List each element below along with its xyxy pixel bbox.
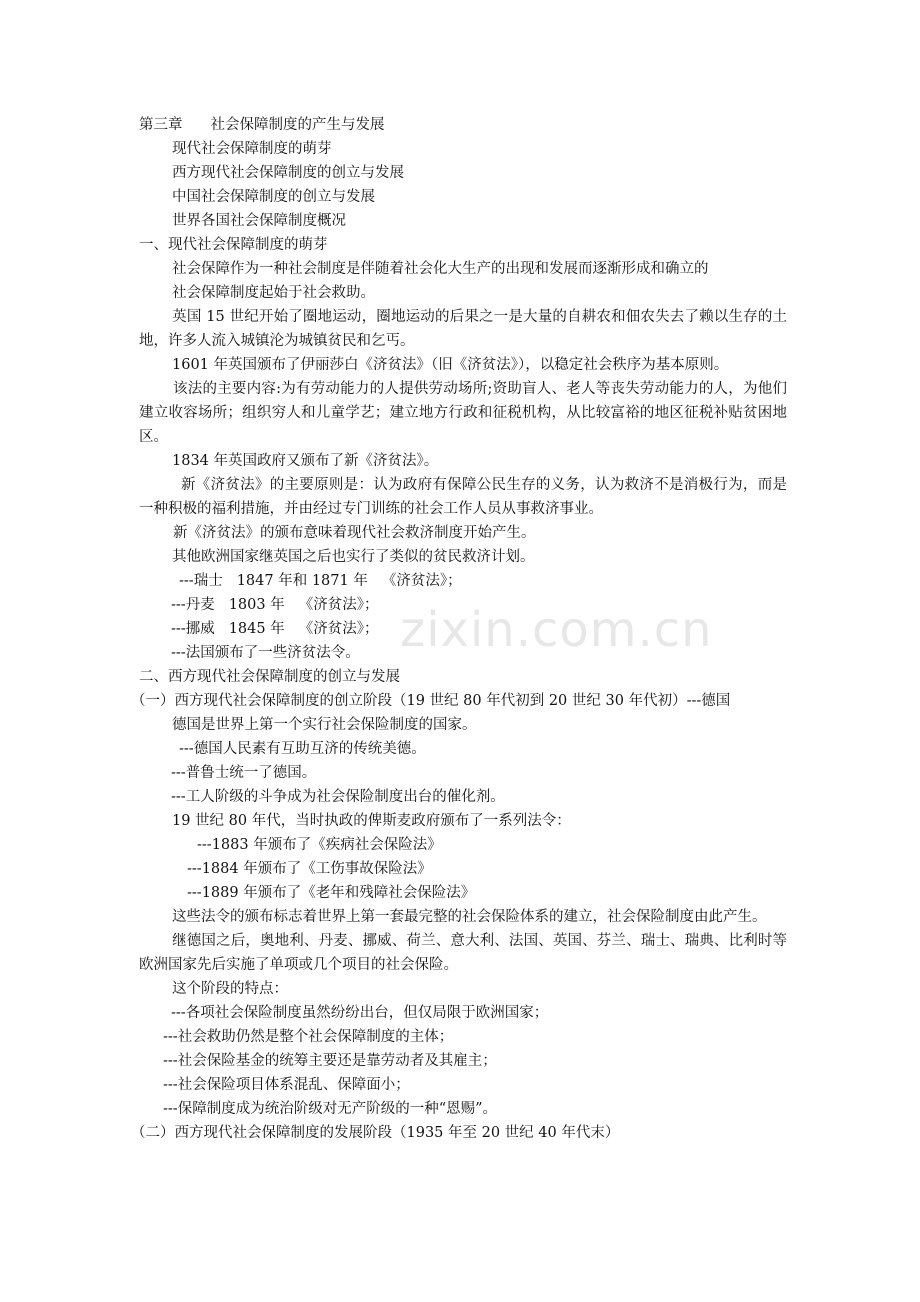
law-name: 《济贫法》；: [298, 597, 379, 613]
paragraph-text: 社会保障制度起始于社会救助。: [172, 285, 375, 301]
outline-text: 世界各国社会保障制度概况: [172, 213, 346, 229]
paragraph-text: 其他欧洲国家继英国之后也实行了类似的贫民救济计划。: [172, 549, 535, 565]
body-paragraph: 该法的主要内容:为有劳动能力的人提供劳动场所;资助盲人、老人等丧失劳动能力的人，为他们建立收容场所；组织穷人和儿童学艺；建立地方行政和征税机构，从比较富裕的地区征税补贴贫困地区。: [139, 381, 787, 445]
chapter-number: 第三章: [139, 117, 183, 133]
law-item: ---1884 年颁布了《工伤事故保险法》: [187, 861, 432, 877]
years: 1847 年和 1871 年: [236, 573, 368, 589]
outline-item: [139, 161, 787, 185]
dash-item: [139, 593, 787, 617]
bullet-paragraph: [139, 545, 787, 569]
paragraph-text: 这个阶段的特点：: [172, 981, 288, 997]
bullet-paragraph: [139, 353, 787, 377]
section-heading: 二、西方现代社会保障制度的创立与发展: [139, 669, 400, 685]
bullet-paragraph: [139, 977, 787, 1001]
outline-text: 西方现代社会保障制度的创立与发展: [172, 165, 404, 181]
bullet-paragraph: [139, 281, 787, 305]
dash-item: [139, 569, 787, 593]
dash-item: [139, 617, 787, 641]
dash-item: ---德国人民素有互助互济的传统美德。: [179, 741, 426, 757]
body-paragraph: 新《济贫法》的颁布意味着现代社会救济制度开始产生。: [173, 525, 536, 541]
country: ---瑞士: [179, 573, 223, 589]
chapter-title: [139, 113, 787, 137]
paragraph-text: 英国 15 世纪开始了圈地运动，圈地运动的后果之一是大量的自耕农和佃农失去了赖以生存的土地，许多人流入城镇沦为城镇贫民和乞丐。: [139, 309, 787, 349]
bullet-paragraph: [139, 257, 787, 281]
paragraph-text: 继德国之后，奥地利、丹麦、挪威、荷兰、意大利、法国、英国、芬兰、瑞士、瑞典、比利时等欧洲国家先后实施了单项或几个项目的社会保险。: [139, 933, 787, 973]
years: 1845 年: [228, 621, 285, 637]
subsection-heading: （二）西方现代社会保障制度的发展阶段（1935 年至 20 世纪 40 年代末）: [131, 1125, 620, 1141]
law-name: 《济贫法》；: [298, 621, 379, 637]
dash-item: ---工人阶级的斗争成为社会保险制度出台的催化剂。: [171, 789, 505, 805]
paragraph-text: 1834 年英国政府又颁布了新《济贫法》。: [172, 453, 439, 469]
bullet-paragraph: [139, 905, 787, 929]
paragraph-text: 社会保障作为一种社会制度是伴随着社会化大生产的出现和发展而逐渐形成和确立的: [172, 261, 709, 277]
country: ---挪威: [171, 621, 215, 637]
law-name: 《济贫法》；: [381, 573, 462, 589]
bullet-paragraph: [139, 809, 787, 833]
bullet-paragraph: [139, 713, 787, 737]
outline-text: 中国社会保障制度的创立与发展: [172, 189, 375, 205]
outline-item: [139, 209, 787, 233]
bullet-paragraph: [139, 449, 787, 473]
dash-item: ---社会救助仍然是整个社会保障制度的主体；: [163, 1029, 454, 1045]
body-paragraph: 新《济贫法》的主要原则是：认为政府有保障公民生存的义务，认为救济不是消极行为，而是一种积极的福利措施，并由经过专门训练的社会工作人员从事救济事业。: [139, 477, 787, 517]
document-body: [131, 113, 787, 1145]
paragraph-text: 这些法令的颁布标志着世界上第一套最完整的社会保险体系的建立，社会保险制度由此产生。: [172, 909, 767, 925]
bullet-paragraph: [139, 305, 787, 353]
chapter-name: 社会保障制度的产生与发展: [210, 117, 385, 133]
outline-text: 现代社会保障制度的萌芽: [172, 141, 332, 157]
law-item: ---1889 年颁布了《老年和残障社会保险法》: [187, 885, 476, 901]
country: ---丹麦: [171, 597, 215, 613]
section-heading: 一、现代社会保障制度的萌芽: [139, 237, 328, 253]
bullet-paragraph: [139, 929, 787, 977]
dash-item: ---普鲁士统一了德国。: [171, 765, 317, 781]
law-item: ---1883 年颁布了《疾病社会保险法》: [197, 837, 442, 853]
outline-item: [139, 137, 787, 161]
outline-item: [139, 185, 787, 209]
dash-item: ---社会保险基金的统筹主要还是靠劳动者及其雇主；: [163, 1053, 497, 1069]
years: 1803 年: [228, 597, 285, 613]
paragraph-text: 德国是世界上第一个实行社会保险制度的国家。: [172, 717, 477, 733]
dash-item: ---社会保险项目体系混乱、保障面小；: [163, 1077, 410, 1093]
dash-item: ---法国颁布了一些济贫法令。: [171, 645, 360, 661]
dash-item: ---保障制度成为统治阶级对无产阶级的一种“恩赐”。: [163, 1101, 498, 1117]
paragraph-text: 1601 年英国颁布了伊丽莎白《济贫法》（旧《济贫法》），以稳定社会秩序为基本原则。: [172, 357, 729, 373]
watermark: zixin.com.cn: [400, 602, 713, 658]
subsection-heading: （一）西方现代社会保障制度的创立阶段（19 世纪 80 年代初到 20 世纪 30 年代初）---德国: [131, 693, 731, 709]
paragraph-text: 19 世纪 80 年代，当时执政的俾斯麦政府颁布了一系列法令：: [172, 813, 571, 829]
dash-item: ---各项社会保险制度虽然纷纷出台，但仅局限于欧洲国家；: [171, 1005, 549, 1021]
